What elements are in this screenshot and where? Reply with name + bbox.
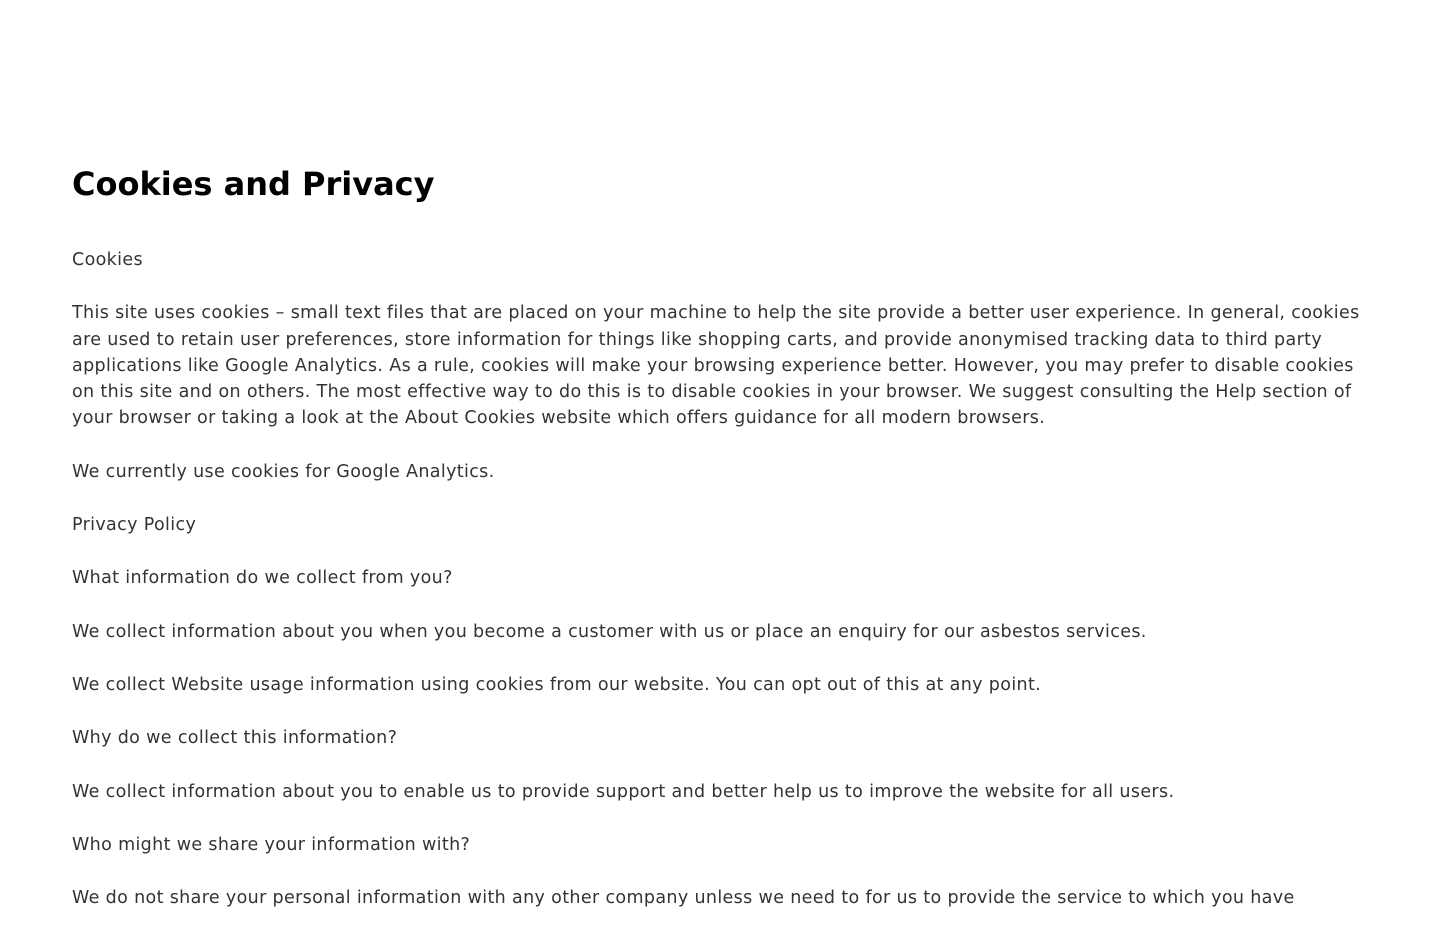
cookies-usage-paragraph: We currently use cookies for Google Analytics. <box>72 461 495 482</box>
answer-why-collect: We collect information about you to enable us to provide support and better help us to improve the website for all users. <box>72 781 1175 802</box>
page-title: Cookies and Privacy <box>72 165 435 203</box>
question-who-share: Who might we share your information with? <box>72 834 471 855</box>
question-why-collect: Why do we collect this information? <box>72 728 398 749</box>
cookies-description-paragraph: This site uses cookies – small text files that are placed on your machine to help the site provide a better user experience. In general, cookies are used to retain user preferences, store information for things like shopping carts, and provide anonymised tracking data to third party applications like Google Analytics. As a rule, cookies will make your browsing experience better. However, you may prefer to disable cookies on this site and on others. The most effective way to do this is to disable cookies in your browser. We suggest consulting the Help section of your browser or taking a look at the About Cookies website which offers guidance for all modern browsers. <box>72 303 1360 429</box>
article-body <box>72 247 1368 938</box>
answer-who-share: We do not share your personal information with any other company unless we need to for us to provide the service to which you have <box>72 888 1295 909</box>
answer-collect-customer-info: We collect information about you when you become a customer with us or place an enquiry for our asbestos services. <box>72 621 1147 642</box>
heading-cookies: Cookies <box>72 250 143 270</box>
heading-privacy-policy: Privacy Policy <box>72 515 197 536</box>
question-what-information: What information do we collect from you? <box>72 568 453 589</box>
answer-collect-usage-info: We collect Website usage information using cookies from our website. You can opt out of this at any point. <box>72 674 1042 695</box>
